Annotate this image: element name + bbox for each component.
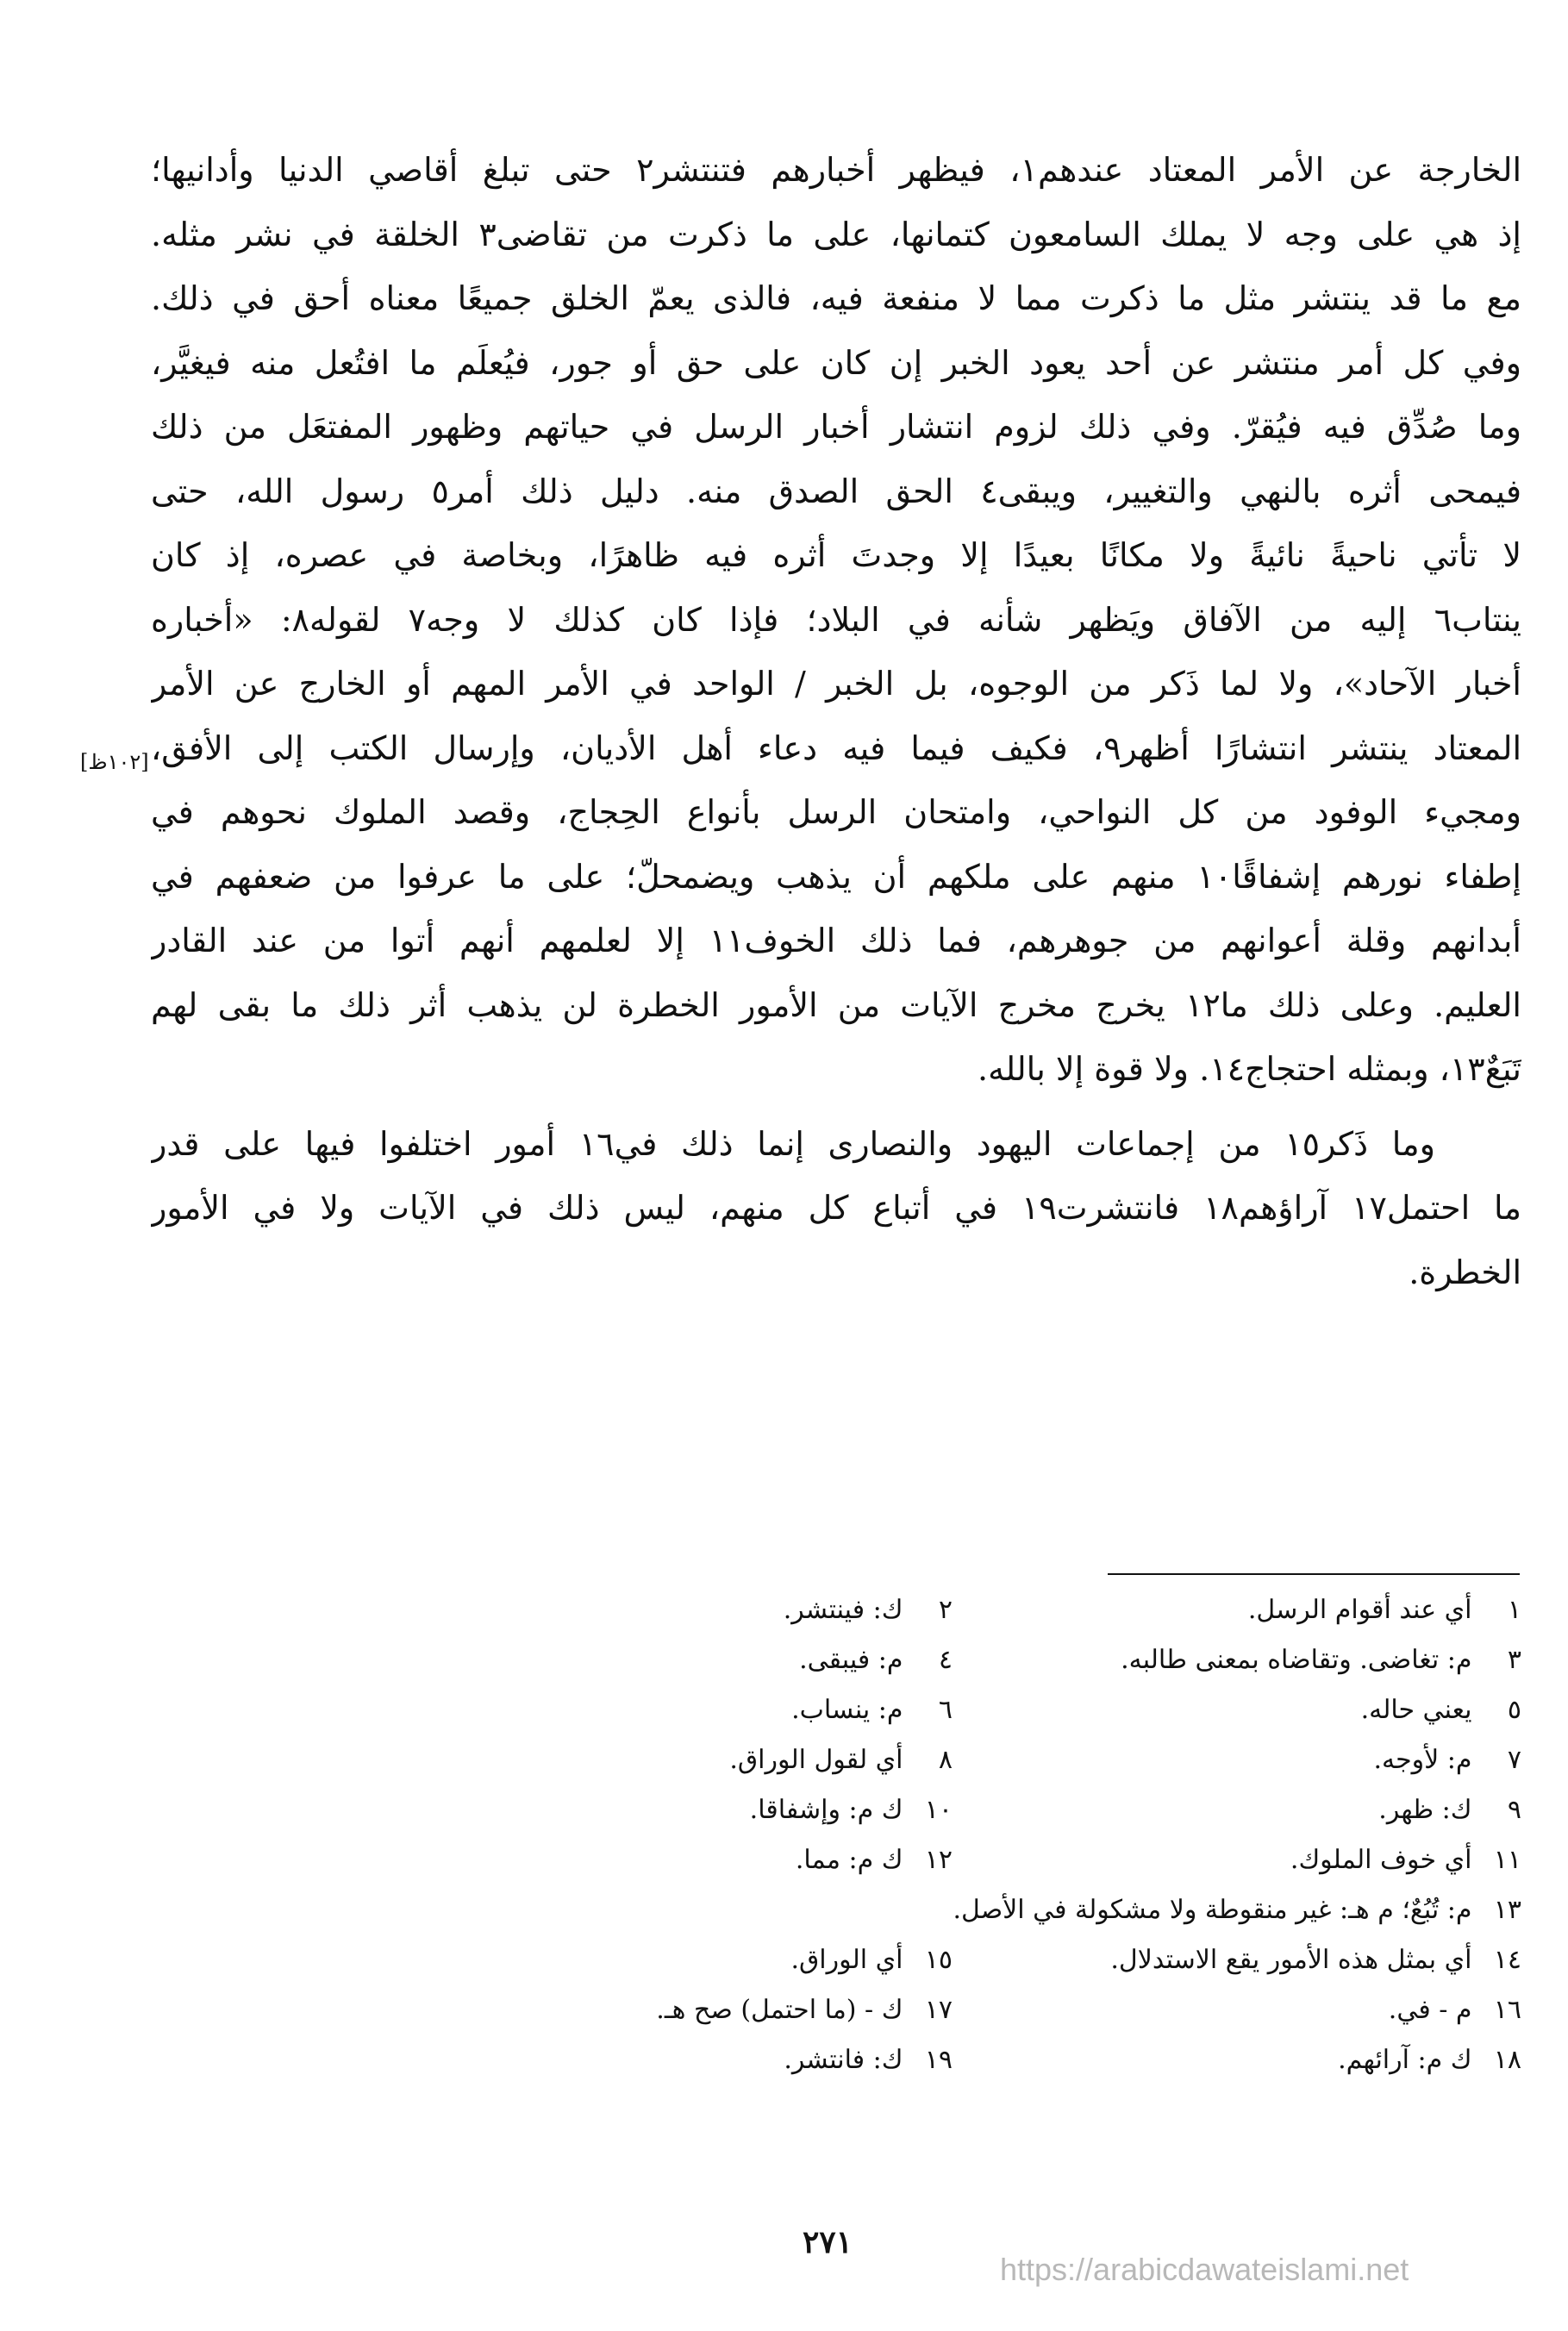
text-line: أبدانهم وقلة أعوانهم من جوهرهم، فما ذلك الخوف١١ إلا لعلمهم أنهم أتوا من عند القادر — [151, 922, 1521, 959]
footnote-item — [297, 1595, 953, 1625]
footnote-number: ٣ — [1507, 1645, 1521, 1675]
footnote-text: م: ينساب. — [791, 1695, 903, 1725]
watermark-url: https://arabicdawateislami.net — [1000, 2252, 1409, 2287]
text-line: الخطرة. — [1409, 1253, 1521, 1291]
footnote-item — [297, 1845, 953, 1875]
footnote-text: ك م: مما. — [795, 1845, 903, 1875]
footnote-row — [151, 1645, 1521, 1695]
footnote-row — [151, 1895, 1521, 1945]
text-line: مع ما قد ينتشر مثل ما ذكرت مما لا منفعة فيه، فالذى يعمّ الخلق جميعًا معناه أحق في ذلك. — [151, 279, 1521, 317]
footnote-item — [297, 1945, 953, 1975]
footnote-item — [866, 1995, 1521, 2025]
text-line: وما ذَكر١٥ من إجماعات اليهود والنصارى إنما ذلك في١٦ أمور اختلفوا فيها على قدر — [151, 1124, 1435, 1163]
footnote-text: ك - (ما احتمل) صح هـ. — [656, 1995, 903, 2025]
footnote-text: م: تُبُعٌ؛ م هـ: غير منقوطة ولا مشكولة في الأصل. — [953, 1895, 1472, 1925]
footnote-item — [866, 1945, 1521, 1975]
text-line: الخارجة عن الأمر المعتاد عندهم١، فيظهر أخبارهم فتنتشر٢ حتى تبلغ أقاصي الدنيا وأدانيها؛ — [151, 151, 1521, 189]
footnote-row — [151, 1595, 1521, 1645]
text-line: العليم. وعلى ذلك ما١٢ يخرج مخرج الآيات من الأمور الخطرة لن يذهب أثر ذلك ما بقى لهم — [151, 985, 1521, 1024]
footnote-text: ك م: وإشفاقا. — [749, 1795, 903, 1825]
footnote-number: ٥ — [1507, 1695, 1521, 1725]
footnote-number: ٧ — [1507, 1745, 1521, 1775]
footnote-number: ١ — [1507, 1595, 1521, 1625]
page-number: ٢٧١ — [802, 2224, 853, 2260]
footnote-number: ١٦ — [1493, 1995, 1521, 2025]
footnote-text: ك: ظهر. — [1378, 1795, 1472, 1825]
footnote-item — [297, 2045, 953, 2075]
footnote-item — [866, 1795, 1521, 1825]
text-line: ومجيء الوفود من كل النواحي، وامتحان الرسل بأنواع الحِجاج، وقصد الملوك نحوهم في — [151, 793, 1521, 831]
footnote-text: أي خوف الملوك. — [1290, 1845, 1472, 1875]
footnote-number: ١٨ — [1493, 2045, 1521, 2075]
footnote-item — [866, 1845, 1521, 1875]
text-line: المعتاد ينتشر انتشارًا أظهر٩، فكيف فيما فيه دعاء أهل الأديان، وإرسال الكتب إلى الأفق، — [151, 728, 1521, 767]
footnote-item — [297, 1695, 953, 1725]
footnote-text: أي عند أقوام الرسل. — [1247, 1595, 1472, 1625]
footnote-text: أي لقول الوراق. — [729, 1745, 903, 1775]
footnote-text: أي بمثل هذه الأمور يقع الاستدلال. — [1110, 1945, 1472, 1975]
text-line: تَبَعٌ١٣، وبمثله احتجاج١٤. ولا قوة إلا بالله. — [978, 1050, 1521, 1088]
footnote-item — [297, 1645, 953, 1675]
footnote-text: ك م: آرائهم. — [1338, 2045, 1472, 2075]
footnote-item — [866, 1745, 1521, 1775]
footnote-item — [297, 1745, 953, 1775]
footnote-row — [151, 1745, 1521, 1795]
footnote-text: م: تغاضى. وتقاضاه بمعنى طالبه. — [1121, 1645, 1472, 1675]
footnote-text: ك: فينتشر. — [783, 1595, 903, 1625]
footnote-item — [297, 1795, 953, 1825]
footnotes-block — [151, 1595, 1521, 2095]
footnote-number: ٩ — [1507, 1795, 1521, 1825]
footnote-divider — [1108, 1573, 1520, 1575]
footnote-item — [151, 1895, 1521, 1925]
footnote-row — [151, 1795, 1521, 1845]
footnote-row — [151, 1945, 1521, 1995]
footnote-item — [297, 1995, 953, 2025]
footnote-row — [151, 2045, 1521, 2095]
footnote-item — [866, 1595, 1521, 1625]
text-line: إذ هي على وجه لا يملك السامعون كتمانها، على ما ذكرت من تقاضى٣ الخلقة في نشر مثله. — [151, 215, 1521, 253]
folio-margin-note: [١٠٢ظ] — [80, 750, 149, 774]
text-line: فيمحى أثره بالنهي والتغيير، ويبقى٤ الحق الصدق منه. دليل ذلك أمر٥ رسول الله، حتى — [151, 472, 1521, 510]
footnote-item — [866, 1695, 1521, 1725]
footnote-number: ٢ — [938, 1595, 953, 1625]
text-line: وفي كل أمر منتشر عن أحد يعود الخبر إن كان على حق أو جور، فيُعلَم ما افتُعل منه فيغيَّر، — [151, 343, 1521, 382]
footnote-text: م - في. — [1388, 1995, 1472, 2025]
text-line: لا تأتي ناحيةً نائيةً ولا مكانًا بعيدًا إلا وجدتَ أثره فيه ظاهرًا، وبخاصة في عصره، إذ كان — [151, 536, 1521, 574]
footnote-number: ١٤ — [1493, 1945, 1521, 1975]
text-line: وما صُدِّق فيه فيُقرّ. وفي ذلك لزوم انتشار أخبار الرسل في حياتهم وظهور المفتعَل من ذلك — [151, 408, 1521, 446]
footnote-number: ١٠ — [924, 1795, 953, 1825]
footnote-row — [151, 1995, 1521, 2045]
paragraph-gap — [151, 1102, 1521, 1112]
footnote-number: ٤ — [938, 1645, 953, 1675]
footnote-text: م: لأوجه. — [1373, 1745, 1472, 1775]
footnote-text: يعني حاله. — [1360, 1695, 1472, 1725]
footnote-number: ١٧ — [924, 1995, 953, 2025]
footnote-number: ١٩ — [924, 2045, 953, 2075]
footnote-number: ١١ — [1493, 1845, 1521, 1875]
footnote-text: أي الوراق. — [790, 1945, 903, 1975]
footnote-number: ١٣ — [1493, 1895, 1521, 1925]
footnote-number: ٨ — [938, 1745, 953, 1775]
footnote-item — [866, 2045, 1521, 2075]
text-line: ينتاب٦ إليه من الآفاق ويَظهر شأنه في البلاد؛ فإذا كان كذلك لا وجه٧ لقوله٨: «أخباره — [151, 600, 1521, 639]
text-line: أخبار الآحاد»، ولا لما ذَكر من الوجوه، بل الخبر / الواحد في الأمر المهم أو الخارج عن الأمر — [151, 665, 1521, 703]
footnote-row — [151, 1695, 1521, 1745]
footnote-row — [151, 1845, 1521, 1895]
footnote-number: ١٢ — [924, 1845, 953, 1875]
footnote-number: ١٥ — [924, 1945, 953, 1975]
main-text-block — [151, 138, 1521, 1304]
footnote-item — [866, 1645, 1521, 1675]
footnote-text: م: فيبقى. — [799, 1645, 903, 1675]
footnote-number: ٦ — [938, 1695, 953, 1725]
footnote-text: ك: فانتشر. — [784, 2045, 903, 2075]
text-line: إطفاء نورهم إشفاقًا١٠ منهم على ملكهم أن يذهب ويضمحلّ؛ على ما عرفوا من ضعفهم في — [151, 857, 1521, 896]
text-line: ما احتمل١٧ آراؤهم١٨ فانتشرت١٩ في أتباع كل منهم، ليس ذلك في الآيات ولا في الأمور — [151, 1189, 1521, 1227]
